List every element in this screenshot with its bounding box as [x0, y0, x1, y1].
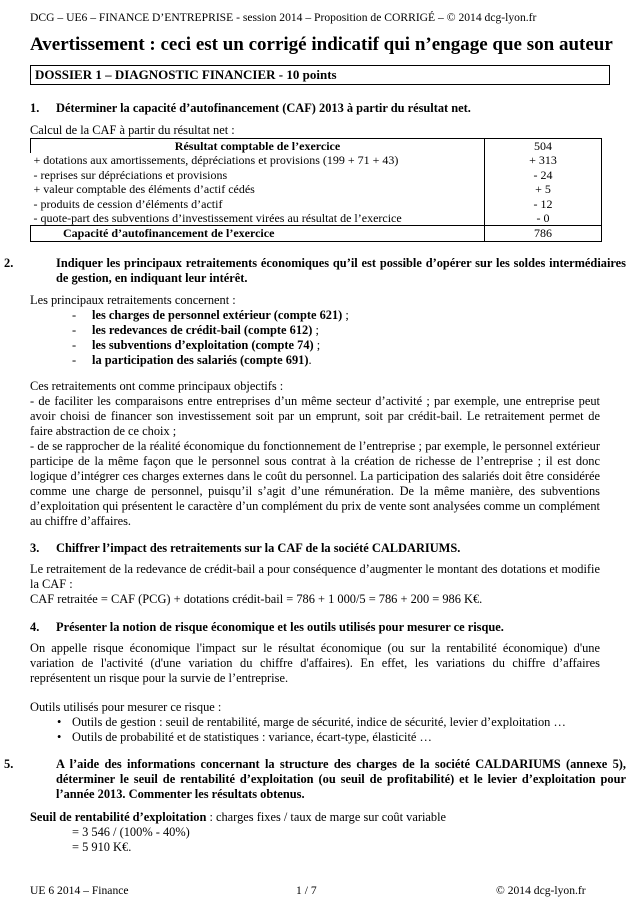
- page-number: 1 / 7: [296, 884, 317, 897]
- question-number: 4.: [30, 620, 40, 634]
- caf-row-label: + valeur comptable des éléments d’actif cédés: [33, 182, 255, 197]
- question-4: [30, 620, 600, 635]
- q3-formula: CAF retraitée = CAF (PCG) + dotations crédit-bail = 786 + 1 000/5 = 786 + 200 = 986 K€.: [30, 592, 483, 606]
- table-row: [31, 153, 602, 167]
- item-text: les redevances de crédit-bail (compte 612): [92, 323, 313, 337]
- question-text: Présenter la notion de risque économique et les outils utilisés pour mesurer ce risque.: [56, 620, 504, 634]
- question-text: Indiquer les principaux retraitements économiques qu’il est possible d’opérer sur les soldes intermédiaires de gestion, en indiquant leur intérêt.: [56, 256, 626, 285]
- outils-list: [30, 715, 590, 745]
- page-title: Avertissement : ceci est un corrigé indicatif qui n’engage que son auteur: [30, 34, 613, 55]
- caf-row-value: + 5: [485, 182, 602, 196]
- caf-row-value: 786: [485, 226, 602, 241]
- dash-marker: -: [72, 308, 77, 322]
- caf-row-label: + dotations aux amortissements, dépréciations et provisions (199 + 71 + 43): [33, 153, 399, 168]
- seuil-label: Seuil de rentabilité d’exploitation: [30, 810, 207, 824]
- table-row: [31, 226, 602, 241]
- seuil-line: [30, 810, 600, 825]
- bullet-icon: •: [57, 730, 62, 744]
- table-row: [31, 211, 602, 226]
- item-text: les charges de personnel extérieur (compte 621): [92, 308, 343, 322]
- objectif-paragraph-2: - de se rapprocher de la réalité économique du fonctionnement de l’entreprise ; par exemple, le personnel extérieur participe de la même façon que le personnel sous contrat à la création de richesse de l’entreprise ; il est donc logique d’intégrer ces charges externes dans le coût du personnel. La participation des salariés doit être considérée comme une charge de personnel, puisqu’il s’agit d’une rémunération. De la même manière, des subventions d’exploitation qui présentent le caractère d’un complément du prix de vente sont analysées comme un complément au chiffre d’affaires.: [30, 439, 600, 528]
- caf-row-label: - quote-part des subventions d’investissement virées au résultat de l’exercice: [33, 211, 402, 226]
- caf-row-value: 504: [485, 139, 602, 154]
- item-text: Outils de gestion : seuil de rentabilité, marge de sécurité, indice de sécurité, levier d’exploitation …: [72, 715, 566, 729]
- dash-marker: -: [72, 353, 77, 367]
- item-tail: ;: [312, 323, 319, 337]
- objectif-paragraph-1: - de faciliter les comparaisons entre entreprises d’un même secteur d’activité ; par exemple, une entreprise peut avoir choisi de financer son investissement soit par un emprunt, soit par crédit-bail. Le retraitement permet de faire abstraction de ce choix ;: [30, 394, 600, 438]
- question-number: 1.: [30, 101, 40, 115]
- table-row: [31, 182, 602, 196]
- caf-table: [30, 138, 602, 242]
- question-5: [4, 757, 626, 802]
- item-tail: .: [308, 353, 312, 367]
- question-3: [30, 541, 600, 556]
- list-item: [30, 338, 590, 353]
- seuil-formula: : charges fixes / taux de marge sur coût variable: [206, 810, 447, 824]
- dossier-heading: DOSSIER 1 – DIAGNOSTIC FINANCIER - 10 points: [30, 65, 610, 85]
- item-text: les subventions d’exploitation (compte 74): [92, 338, 314, 352]
- dash-marker: -: [72, 338, 77, 352]
- question-number: 3.: [30, 541, 40, 555]
- item-tail: ;: [342, 308, 349, 322]
- caf-row-value: - 24: [485, 168, 602, 182]
- seuil-calc-2: = 5 910 K€.: [72, 840, 132, 854]
- list-item: [30, 323, 590, 338]
- question-1: [30, 101, 600, 116]
- footer-left: UE 6 2014 – Finance: [30, 884, 129, 897]
- caf-row-label: - produits de cession d’éléments d’actif: [33, 196, 223, 211]
- list-item: [30, 308, 590, 323]
- question-text: Chiffrer l’impact des retraitements sur la CAF de la société CALDARIUMS.: [56, 541, 461, 555]
- list-item: [30, 715, 590, 730]
- retraitements-intro: Les principaux retraitements concernent :: [30, 293, 236, 307]
- caf-intro: Calcul de la CAF à partir du résultat net :: [30, 123, 235, 137]
- objectifs-intro: Ces retraitements ont comme principaux objectifs :: [30, 379, 284, 393]
- question-number: 2.: [4, 256, 14, 270]
- table-row: [31, 139, 602, 154]
- question-text: Déterminer la capacité d’autofinancement (CAF) 2013 à partir du résultat net.: [56, 101, 471, 115]
- q4-paragraph: On appelle risque économique l'impact sur le résultat économique (ou sur la rentabilité économique) d'une variation de l'activité (d'une variation du chiffre d'affaires). En effet, les variations du chiffre d’affaires représentent un risque pour la survie de l’entreprise.: [30, 641, 600, 685]
- question-text: A l’aide des informations concernant la structure des charges de la société CALDARIUMS (annexe 5), déterminer le seuil de rentabilité d’exploitation (ou seuil de profitabilité) et le levier d’exploitation pour l’année 2013. Commenter les résultats obtenus.: [56, 757, 626, 801]
- caf-row-value: + 313: [485, 153, 602, 167]
- seuil-calc-1: = 3 546 / (100% - 40%): [72, 825, 190, 839]
- bullet-icon: •: [57, 715, 62, 729]
- footer-right: © 2014 dcg-lyon.fr: [496, 884, 586, 897]
- table-row: [31, 168, 602, 182]
- caf-row-label: - reprises sur dépréciations et provisions: [33, 167, 228, 182]
- q3-paragraph: Le retraitement de la redevance de crédit-bail a pour conséquence d’augmenter le montant des dotations et modifie la CAF :: [30, 562, 600, 591]
- caf-row-label: Capacité d’autofinancement de l’exercice: [31, 226, 485, 241]
- question-number: 5.: [4, 757, 14, 771]
- running-header: DCG – UE6 – FINANCE D’ENTREPRISE - session 2014 – Proposition de CORRIGÉ – © 2014 dcg-lyon.fr: [30, 11, 537, 24]
- question-2: [4, 256, 626, 286]
- caf-row-value: - 0: [485, 211, 602, 226]
- caf-row-label: Résultat comptable de l’exercice: [31, 139, 485, 154]
- list-item: [30, 730, 590, 745]
- list-item: [30, 353, 590, 368]
- caf-row-value: - 12: [485, 197, 602, 211]
- item-text: la participation des salariés (compte 691): [92, 353, 309, 367]
- retraitements-list: [30, 308, 590, 368]
- outils-intro: Outils utilisés pour mesurer ce risque :: [30, 700, 222, 714]
- table-row: [31, 197, 602, 211]
- item-tail: ;: [313, 338, 321, 352]
- dash-marker: -: [72, 323, 77, 337]
- item-text: Outils de probabilité et de statistiques : variance, écart-type, élasticité …: [72, 730, 432, 744]
